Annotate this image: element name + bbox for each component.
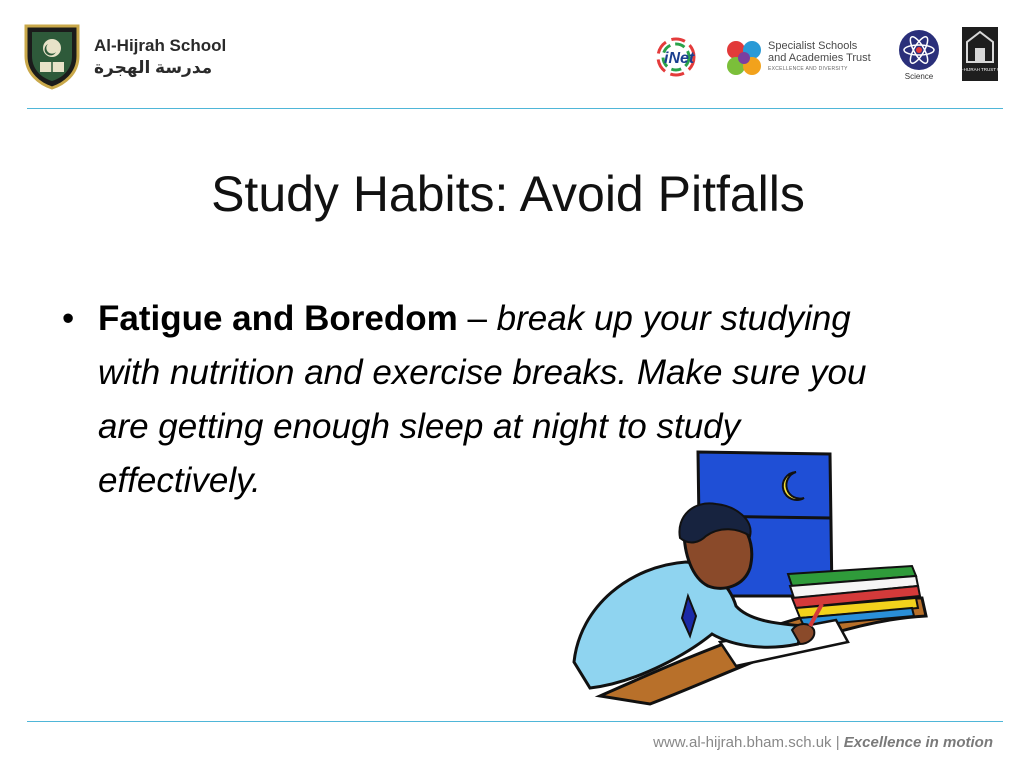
bullet-body: break up your studying with nutrition and exercise breaks. Make sure you are getting enough sleep at night to study effectively. — [98, 299, 867, 500]
school-name-arabic: مدرسة الهجرة — [94, 58, 213, 77]
ssat-line-1: Specialist Schools — [768, 40, 858, 52]
student-studying-clipart — [560, 446, 926, 706]
ssat-name — [768, 40, 888, 64]
trust-label: AL-HIJRAH TRUST UK — [956, 67, 1004, 72]
inet-logo-icon — [650, 35, 708, 81]
slide-title: Study Habits: Avoid Pitfalls — [211, 166, 805, 222]
bullet-heading: Fatigue and Boredom — [98, 299, 458, 338]
footer-tagline: Excellence in motion — [843, 734, 993, 751]
trust-logo-icon — [956, 26, 1004, 82]
bullet-marker: • — [62, 299, 75, 338]
school-crest-icon — [22, 22, 82, 90]
ssat-tagline: EXCELLENCE AND DIVERSITY — [768, 66, 848, 72]
school-name: Al-Hijrah School — [94, 36, 227, 55]
ssat-line-2: and Academies Trust — [768, 52, 871, 64]
footer — [653, 734, 993, 751]
footer-divider — [27, 721, 1003, 722]
footer-divider-text: | — [831, 734, 844, 751]
science-label: Science — [904, 72, 934, 81]
bullet-separator: – — [457, 299, 497, 338]
inet-label: iNet — [664, 50, 695, 67]
header-divider — [27, 108, 1003, 109]
slide-header — [0, 0, 1024, 110]
footer-url[interactable]: www.al-hijrah.bham.sch.uk — [653, 734, 832, 751]
